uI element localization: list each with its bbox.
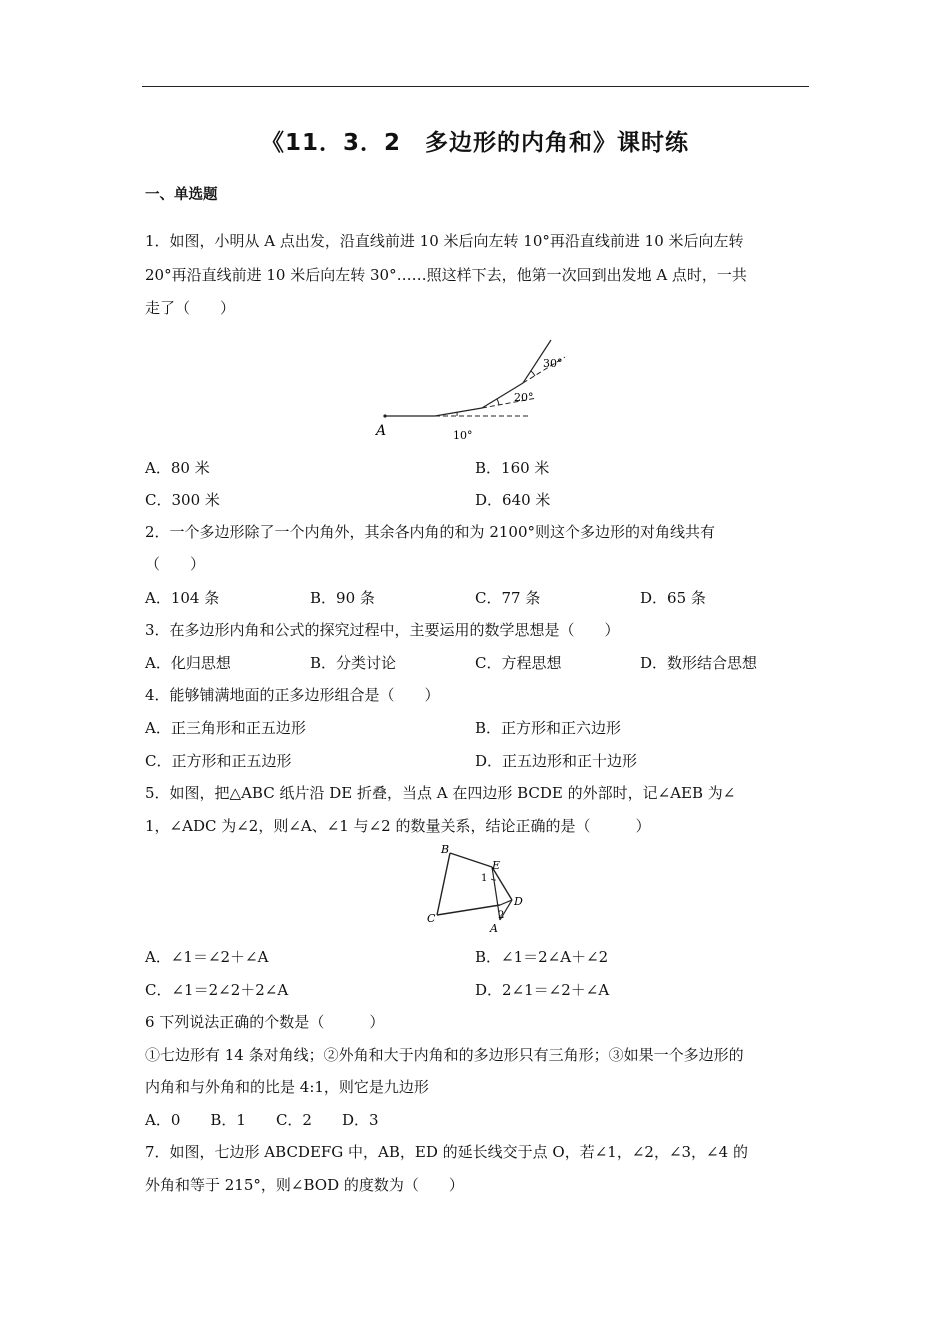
q4-option-a[interactable]: A．正三角形和正五边形 [145, 719, 306, 737]
q2-option-b[interactable]: B．90 条 [310, 589, 375, 607]
q5-label-e: E [492, 859, 501, 872]
page-title: 《11．3．2 多边形的内角和》课时练 [260, 130, 689, 156]
q3-option-a[interactable]: A．化归思想 [145, 654, 231, 672]
q4-option-d[interactable]: D．正五边形和正十边形 [475, 752, 638, 770]
q5-label-b: B [441, 843, 450, 856]
q2-option-a[interactable]: A．104 条 [145, 589, 220, 607]
q5-option-c[interactable]: C．∠1＝2∠2＋2∠A [145, 981, 289, 999]
q2-line-2: （ ） [145, 555, 206, 573]
q2-option-c[interactable]: C．77 条 [475, 589, 541, 607]
q2-option-d[interactable]: D．65 条 [640, 589, 706, 607]
q2-line-1: 2．一个多边形除了一个内角外，其余各内角的和为 2100°则这个多边形的对角线共有 [145, 523, 715, 541]
q1-option-d[interactable]: D．640 米 [475, 491, 551, 509]
q1-option-a[interactable]: A．80 米 [145, 459, 210, 477]
q4-option-c[interactable]: C．正方形和正五边形 [145, 752, 292, 770]
q1-line-2: 20°再沿直线前进 10 米后向左转 30°……照这样下去，他第一次回到出发地 A 点时，一共 [145, 266, 747, 284]
q1-option-b[interactable]: B．160 米 [475, 459, 550, 477]
q3-line: 3．在多边形内角和公式的探究过程中，主要运用的数学思想是（ ） [145, 621, 620, 639]
q5-line-1: 5．如图，把△ABC 纸片沿 DE 折叠，当点 A 在四边形 BCDE 的外部时，记∠AEB 为∠ [145, 784, 736, 802]
q1-line-3: 走了（ ） [145, 299, 236, 317]
q6-line-2: ①七边形有 14 条对角线；②外角和大于内角和的多边形只有三角形；③如果一个多边形的 [145, 1046, 744, 1064]
q6-line-3: 内角和与外角和的比是 4:1，则它是九边形 [145, 1078, 429, 1096]
q7-line-1: 7．如图，七边形 ABCDEFG 中，AB，ED 的延长线交于点 O，若∠1，∠2，∠3，∠4 的 [145, 1143, 748, 1161]
q1-label-30: 30° [543, 357, 563, 370]
q1-label-10: 10° [453, 429, 473, 442]
q3-option-b[interactable]: B．分类讨论 [310, 654, 397, 672]
q5-line-2: 1，∠ADC 为∠2，则∠A、∠1 与∠2 的数量关系，结论正确的是（ ） [145, 817, 651, 835]
q5-option-a[interactable]: A．∠1＝∠2＋∠A [145, 948, 269, 966]
q6-options[interactable]: A．0 B．1 C．2 D．3 [145, 1111, 379, 1129]
q5-label-d: D [514, 895, 523, 908]
q4-option-b[interactable]: B．正方形和正六边形 [475, 719, 622, 737]
q1-label-a: A [376, 423, 387, 439]
q3-option-c[interactable]: C．方程思想 [475, 654, 562, 672]
q5-angle-1: 1 [481, 873, 488, 884]
q5-label-a: A [490, 922, 498, 935]
q1-figure [365, 335, 575, 450]
section-heading: 一、单选题 [145, 187, 218, 203]
q4-line: 4．能够铺满地面的正多边形组合是（ ） [145, 686, 440, 704]
q6-line-1: 6 下列说法正确的个数是（ ） [145, 1013, 385, 1031]
q5-option-b[interactable]: B．∠1＝2∠A＋∠2 [475, 948, 609, 966]
header-rule [142, 86, 809, 87]
q3-option-d[interactable]: D．数形结合思想 [640, 654, 758, 672]
q5-label-c: C [427, 912, 436, 925]
q5-angle-2: 2 [498, 910, 505, 921]
q7-line-2: 外角和等于 215°，则∠BOD 的度数为（ ） [145, 1176, 464, 1194]
q5-option-d[interactable]: D．2∠1＝∠2＋∠A [475, 981, 610, 999]
q1-line-1: 1．如图，小明从 A 点出发，沿直线前进 10 米后向左转 10°再沿直线前进 10 米后向左转 [145, 232, 744, 250]
q1-label-20: 20° [514, 391, 534, 404]
q5-figure [420, 840, 535, 940]
q1-option-c[interactable]: C．300 米 [145, 491, 220, 509]
